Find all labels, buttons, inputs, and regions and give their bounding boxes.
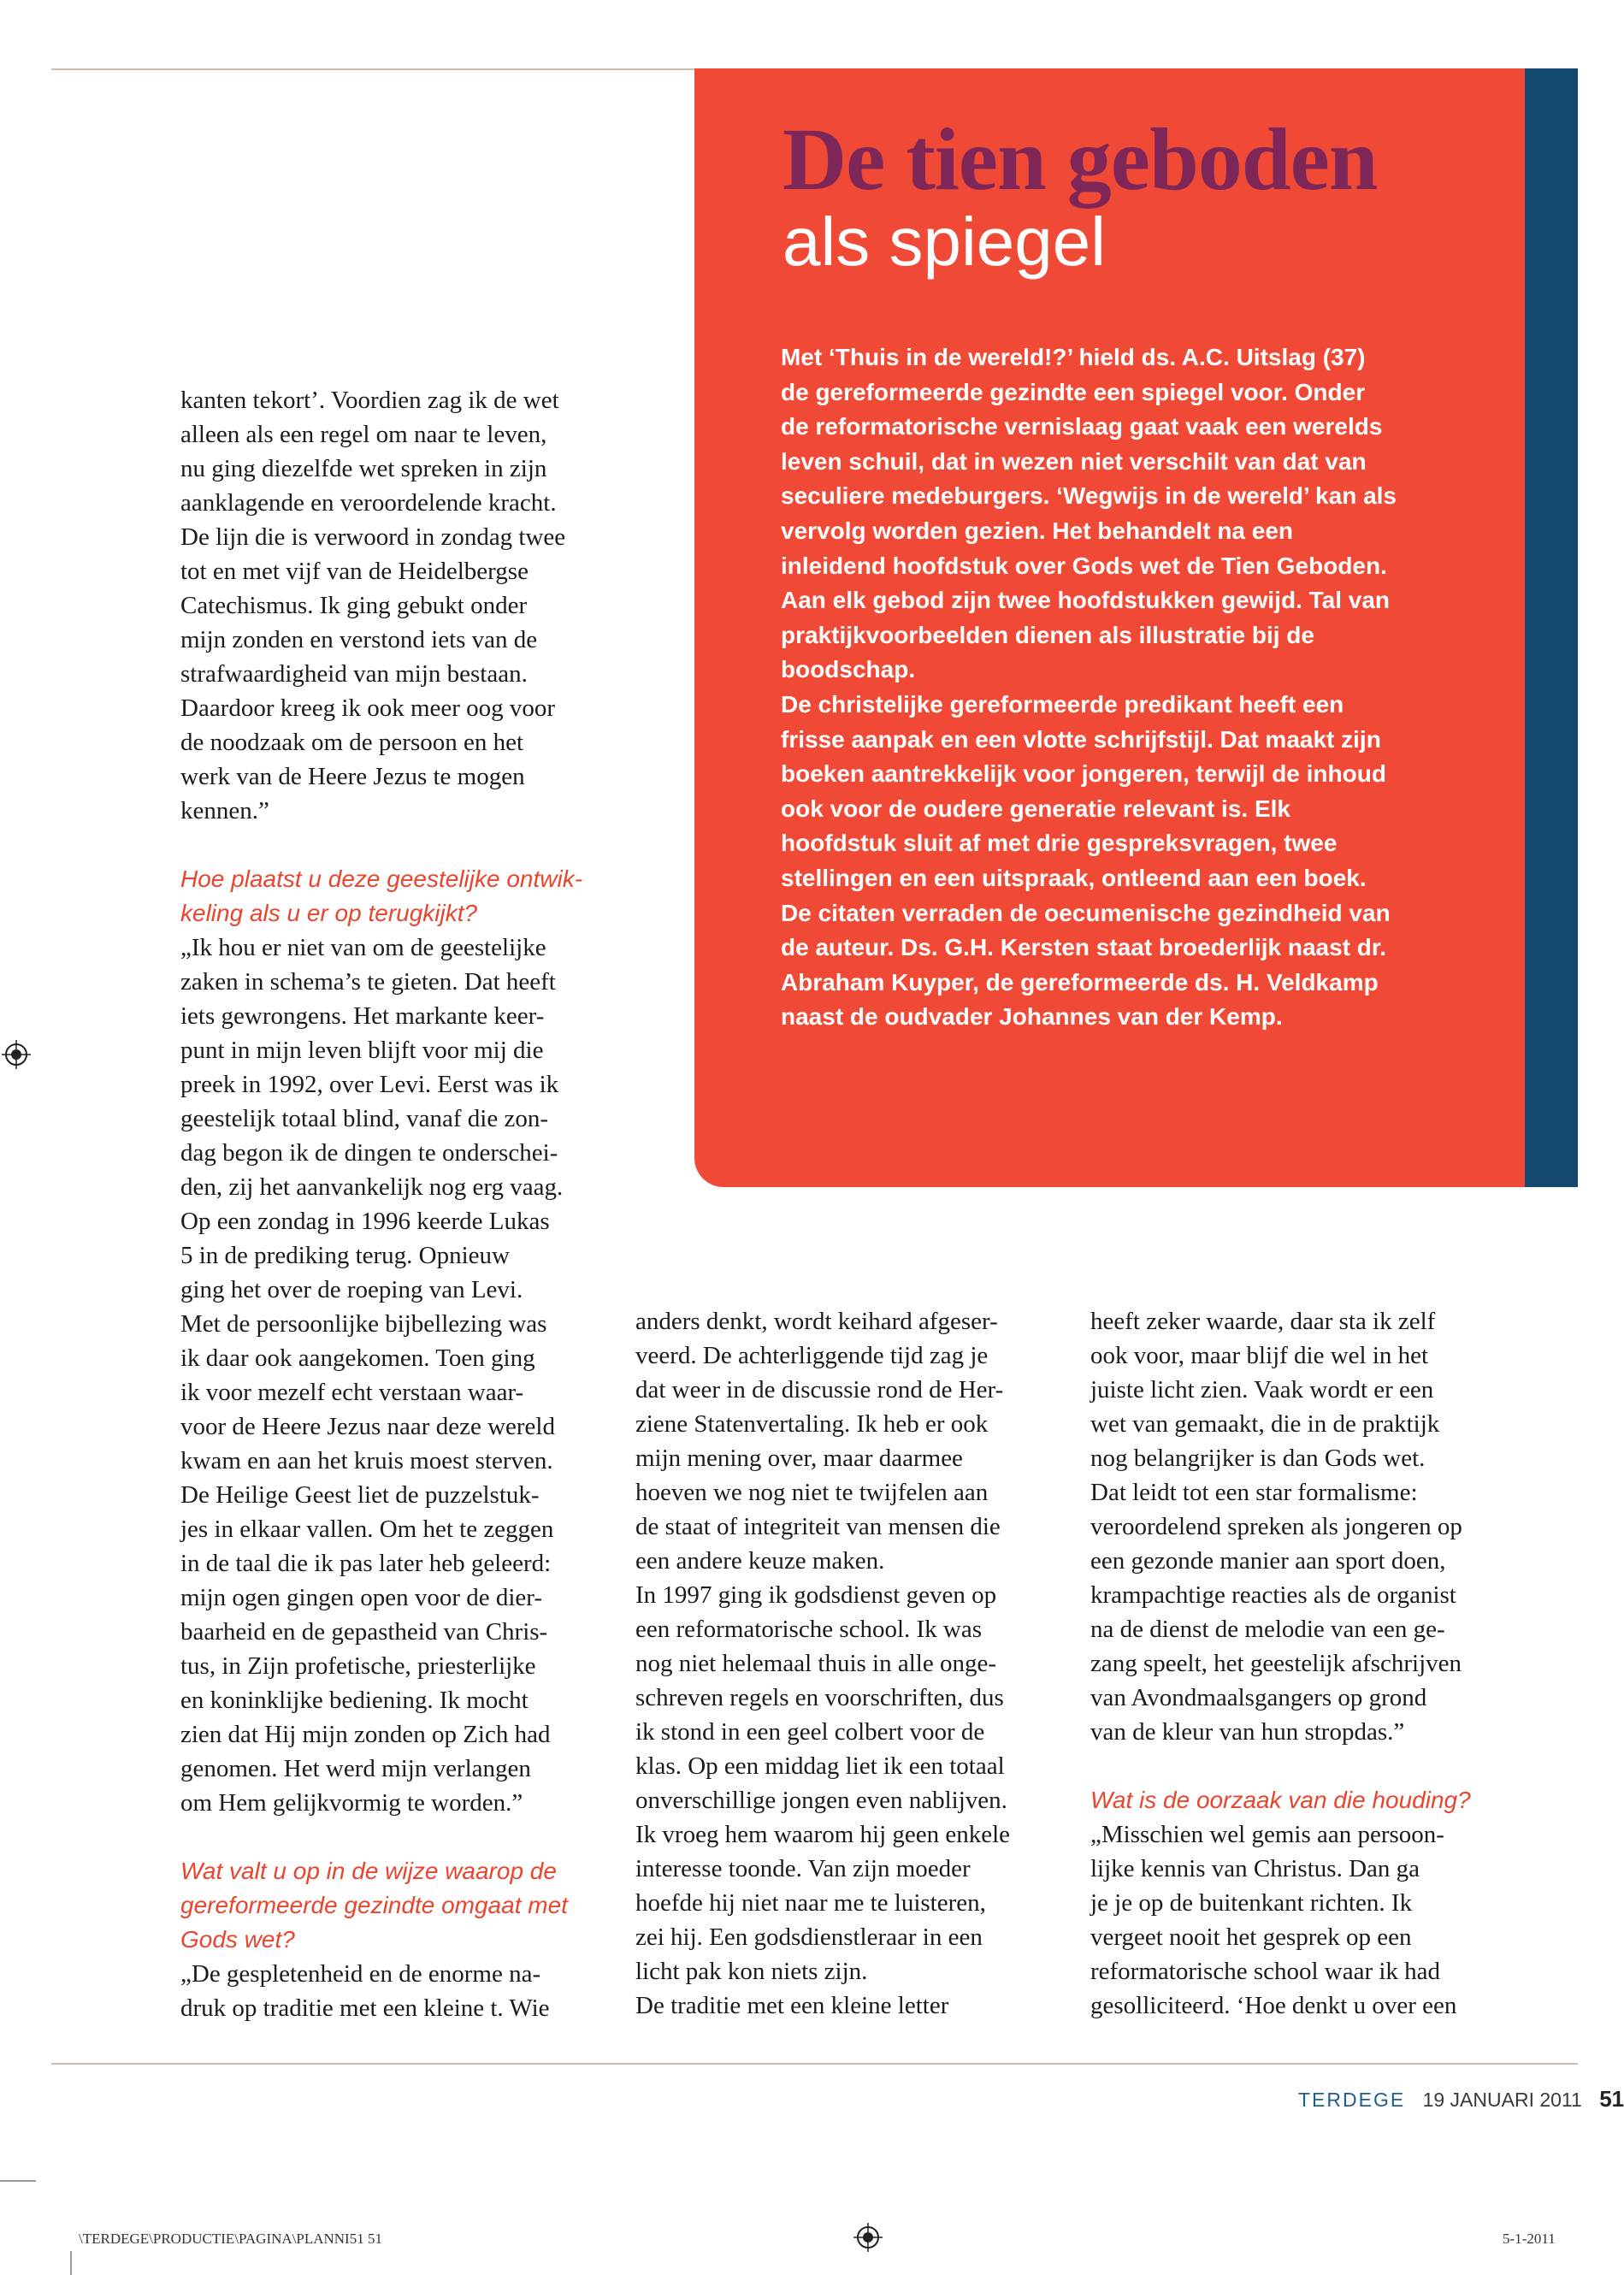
- page-number: 51: [1599, 2086, 1624, 2112]
- print-slug: \TERDEGE\PRODUCTIE\PAGINA\PLANNI51 51: [79, 2231, 382, 2247]
- interview-question: Hoe plaatst u deze geestelijke ontwik- keling als u er op terugkijkt?: [180, 866, 583, 926]
- body-paragraph: „Ik hou er niet van om de geestelijke zaken in schema’s te gieten. Dat heeft iets gewrongens. Het markante keer- punt in mijn leven blijft voor mij die preek in 1992, over Levi. Eerst was ik geestelijk totaal blind, vanaf die zon- dag begon ik de dingen te onderschei- den, zij het aanvankelijk nog erg vaag. Op een zondag in 1996 keerde Lukas 5 in de prediking terug. Opnieuw ging het over de roeping van Levi. Met de persoonlijke bijbellezing was ik daar ook aangekomen. Toen ging ik voor mezelf echt verstaan waar- voor de Heere Jezus naar deze wereld kwam en aan het kruis moest sterven. De Heilige Geest liet de puzzelstuk- jes in elkaar vallen. Om het te zeggen in de taal die ik pas later heb geleerd: mijn ogen gingen open voor de dier- baarheid en de gepastheid van Chris- tus, in Zijn profetische, priesterlijke en koninklijke bediening. Ik mocht zien dat Hij mijn zonden op Zich had genomen. Het werd mijn verlangen om Hem gelijkvormig te worden.”: [180, 934, 564, 1817]
- registration-mark-icon: [853, 2223, 883, 2252]
- body-paragraph: „De gespletenheid en de enorme na- druk op traditie met een kleine t. Wie: [180, 1960, 550, 2022]
- body-paragraph: anders denkt, wordt keihard afgeser- veerd. De achterliggende tijd zag je dat weer in de discussie rond de Her- ziene Statenvertaling. Ik heb er ook mijn mening over, maar daarmee hoeven we nog niet te twijfelen aan de staat of integriteit van mensen die een andere keuze maken. In 1997 ging ik godsdienst geven op een reformatorische school. Ik was nog niet helemaal thuis in alle onge- schreven regels en voorschriften, dus ik stond in een geel colbert voor de klas. Op een middag liet ik een totaal onverschillige jongen even nablijven. Ik vroeg hem waarom hij geen enkele interesse toonde. Van zijn moeder hoefde hij niet naar me te luisteren, zei hij. Een godsdienstleraar in een licht pak kon niets zijn. De traditie met een kleine letter: [635, 1308, 1011, 2019]
- bottom-rule: [51, 2063, 1578, 2065]
- print-date: 5-1-2011: [1503, 2231, 1556, 2247]
- registration-mark-icon: [2, 1040, 31, 1069]
- body-column-1: [180, 383, 617, 2025]
- body-column-3: [1090, 1304, 1544, 2023]
- page-footer: [1298, 2087, 1624, 2112]
- top-rule: [51, 68, 701, 70]
- intro-paragraph: Met ‘Thuis in de wereld!?’ hield ds. A.C. Uitslag (37) de gereformeerde gezindte een spiegel voor. Onder de reformatorische vernislaag gaat vaak een werelds leven schuil, dat in wezen niet verschilt van dat van seculiere medeburgers. ‘Wegwijs in de wereld’ kan als vervolg worden gezien. Het behandelt na een inleidend hoofdstuk over Gods wet de Tien Geboden. Aan elk gebod zijn twee hoofdstukken gewijd. Tal van praktijkvoorbeelden dienen als illustratie bij de boodschap.: [781, 344, 1397, 683]
- crop-line-left: [0, 2180, 36, 2182]
- article-subtitle: als spiegel: [782, 204, 1107, 280]
- body-column-2: [635, 1304, 1076, 2023]
- body-paragraph: „Misschien wel gemis aan persoon- lijke kennis van Christus. Dan ga je je op de buitenkant richten. Ik vergeet nooit het gesprek op een reformatorische school waar ik had gesolliciteerd. ‘Hoe denkt u over een: [1090, 1821, 1457, 2019]
- intro-paragraph: De christelijke gereformeerde predikant heeft een frisse aanpak en een vlotte schrijfstijl. Dat maakt zijn boeken aantrekkelijk voor jongeren, terwijl de inhoud ook voor de oudere generatie relevant is. Elk hoofdstuk sluit af met drie gespreksvragen, twee stellingen en een uitspraak, ontleend aan een boek. De citaten verraden de oecumenische gezindheid van de auteur. Ds. G.H. Kersten staat broederlijk naast dr. Abraham Kuyper, de gereformeerde ds. H. Veldkamp naast de oudvader Johannes van der Kemp.: [781, 690, 1391, 1031]
- crop-line-bottom: [70, 2251, 72, 2275]
- body-paragraph: heeft zeker waarde, daar sta ik zelf ook voor, maar blijf die wel in het juiste licht zien. Vaak wordt er een wet van gemaakt, die in de praktijk nog belangrijker is dan Gods wet. Dat leidt tot een star formalisme: veroordelend spreken als jongeren op een gezonde manier aan sport doen, krampachtige reacties als de organist na de dienst de melodie van een ge- zang speelt, het geestelijk afschrijven van Avondmaalsgangers op grond van de kleur van hun stropdas.”: [1090, 1308, 1462, 1746]
- footer-brand: TERDEGE: [1298, 2089, 1406, 2111]
- intro-text: [781, 340, 1397, 1035]
- edge-stripe: [1525, 68, 1578, 1187]
- interview-question: Wat valt u op in de wijze waarop de gereformeerde gezindte omgaat met Gods wet?: [180, 1858, 568, 1953]
- footer-date: 19 JANUARI 2011: [1422, 2089, 1582, 2111]
- interview-question: Wat is de oorzaak van die houding?: [1090, 1787, 1471, 1813]
- body-paragraph: kanten tekort’. Voordien zag ik de wet alleen als een regel om naar te leven, nu ging diezelfde wet spreken in zijn aanklagende en veroordelende kracht. De lijn die is verwoord in zondag twee tot en met vijf van de Heidelbergse Catechismus. Ik ging gebukt onder mijn zonden en verstond iets van de strafwaardigheid van mijn bestaan. Daardoor kreeg ik ook meer oog voor de noodzaak om de persoon en het werk van de Heere Jezus te mogen kennen.”: [180, 387, 566, 824]
- article-title: De tien geboden: [782, 110, 1378, 209]
